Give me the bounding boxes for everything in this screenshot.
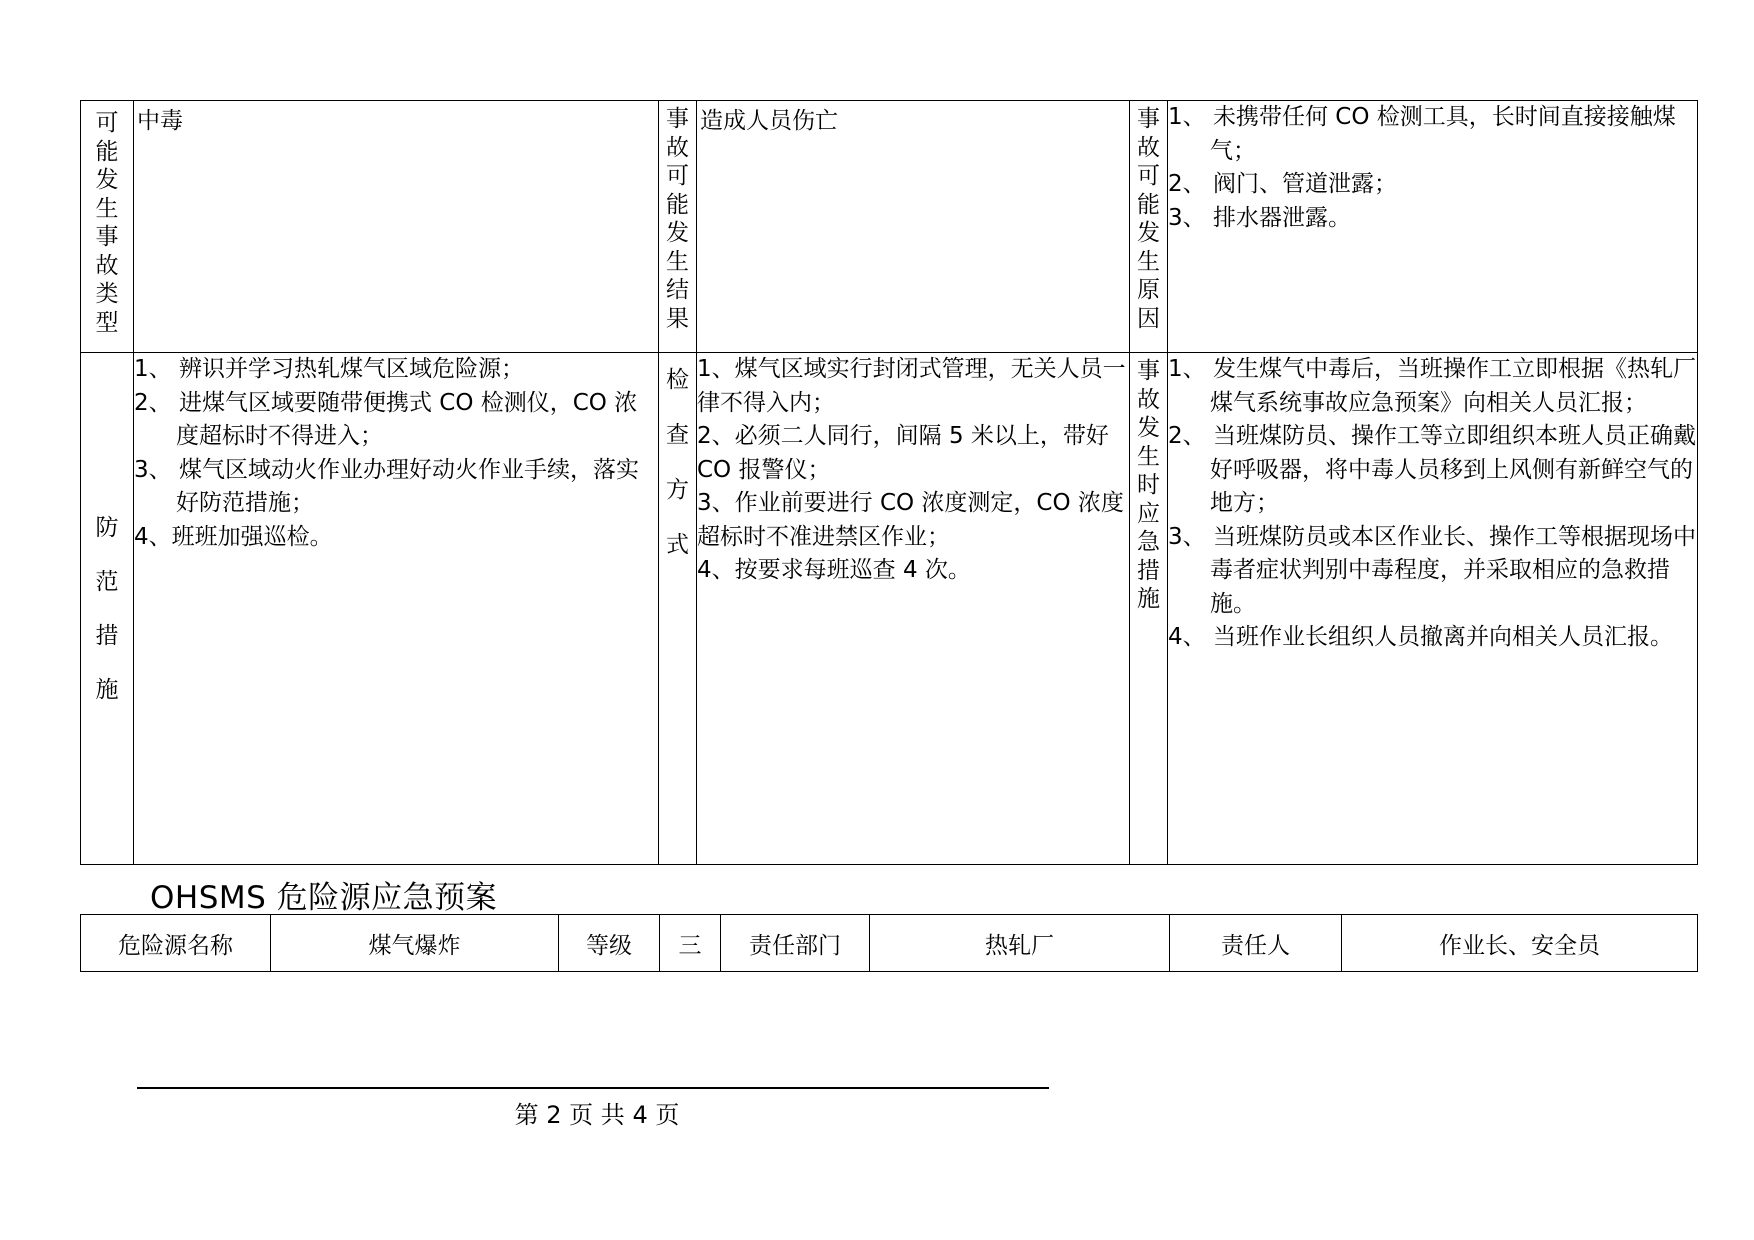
prevention-label-cell xyxy=(81,353,134,865)
list-item: 4、班班加强巡检。 xyxy=(134,523,333,550)
emergency-list xyxy=(1168,353,1697,655)
accident-type-label-cell xyxy=(81,101,134,353)
label-char: 类 xyxy=(95,281,119,307)
label-char: 生 xyxy=(1137,443,1160,470)
accident-result-label-cell xyxy=(659,101,697,353)
accident-cause-label-cell xyxy=(1130,101,1168,353)
label-char: 事 xyxy=(666,106,689,132)
inspection-label-cell xyxy=(659,353,697,865)
label-char: 发 xyxy=(95,167,119,193)
person-label: 责任人 xyxy=(1170,915,1342,972)
accident-result-label xyxy=(659,101,696,333)
list-item: 2、 阀门、管道泄露； xyxy=(1168,171,1397,197)
label-char: 果 xyxy=(666,305,689,332)
label-char: 应 xyxy=(1137,500,1160,527)
emergency-label xyxy=(1130,353,1167,614)
label-char: 急 xyxy=(1137,529,1160,555)
dept-label: 责任部门 xyxy=(721,915,870,972)
plan-title: OHSMS 危险源应急预案 xyxy=(150,880,498,916)
accident-type-label xyxy=(81,101,133,337)
inspection-list xyxy=(697,353,1129,588)
list-item: 4、 当班作业长组织人员撤离并向相关人员汇报。 xyxy=(1168,624,1673,650)
hazard-table xyxy=(80,100,1698,865)
dept-value: 热轧厂 xyxy=(870,915,1170,972)
label-char: 故 xyxy=(1137,386,1160,413)
label-char: 结 xyxy=(666,277,689,303)
label-char: 生 xyxy=(95,195,119,222)
label-char: 式 xyxy=(666,532,689,558)
hazard-info-table xyxy=(80,914,1698,972)
list-item: 4、按要求每班巡查 4 次。 xyxy=(697,557,971,583)
label-char: 施 xyxy=(95,676,119,703)
inspection-cell xyxy=(697,353,1130,865)
label-char: 故 xyxy=(1137,134,1160,161)
list-item: 1、 辨识并学习热轧煤气区域危险源； xyxy=(134,356,524,382)
label-char: 范 xyxy=(95,568,119,595)
accident-result-cell xyxy=(697,101,1130,353)
label-char: 可 xyxy=(1137,163,1160,189)
list-item: 2、必须二人同行，间隔 5 米以上，带好 CO 报警仪； xyxy=(697,423,1109,483)
label-char: 事 xyxy=(1137,358,1160,384)
label-char: 发 xyxy=(1137,220,1160,246)
label-char: 能 xyxy=(95,138,119,165)
list-item: 1、煤气区域实行封闭式管理，无关人员一律不得入内； xyxy=(697,356,1126,416)
label-char: 生 xyxy=(1137,248,1160,275)
prevention-cell xyxy=(134,353,659,865)
label-char: 时 xyxy=(1137,472,1160,498)
accident-cause-cell xyxy=(1168,101,1698,353)
prevention-label xyxy=(81,501,133,717)
label-char: 发 xyxy=(1137,415,1160,441)
label-char: 可 xyxy=(666,163,689,189)
list-item: 2、 进煤气区域要随带便携式 CO 检测仪，CO 浓度超标时不得进入； xyxy=(134,389,638,449)
label-char: 措 xyxy=(1137,557,1160,584)
label-char: 事 xyxy=(95,224,119,250)
person-value: 作业长、安全员 xyxy=(1342,915,1698,972)
label-char: 型 xyxy=(95,309,119,336)
emergency-cell xyxy=(1168,353,1698,865)
label-char: 发 xyxy=(666,220,689,246)
label-char: 防 xyxy=(95,514,119,541)
page-number: 第 2 页 共 4 页 xyxy=(514,1101,680,1129)
label-char: 因 xyxy=(1137,305,1160,332)
accident-cause-list xyxy=(1168,101,1697,235)
prevention-list xyxy=(134,353,658,554)
accident-type-cell xyxy=(134,101,659,353)
label-char: 方 xyxy=(666,477,689,503)
label-char: 查 xyxy=(666,422,689,448)
list-item: 3、作业前要进行 CO 浓度测定，CO 浓度超标时不准进禁区作业； xyxy=(697,490,1124,550)
list-item: 3、 当班煤防员或本区作业长、操作工等根据现场中毒者症状判别中毒程度，并采取相应的急救措施。 xyxy=(1168,523,1696,617)
grade-label: 等级 xyxy=(559,915,660,972)
hazard-name-value: 煤气爆炸 xyxy=(271,915,559,972)
list-item: 3、 排水器泄露。 xyxy=(1168,204,1351,231)
list-item: 1、 发生煤气中毒后，当班操作工立即根据《热轧厂煤气系统事故应急预案》向相关人员汇报； xyxy=(1168,356,1696,416)
footer-divider xyxy=(137,1087,1049,1089)
accident-cause-label xyxy=(1130,101,1167,333)
list-item: 2、 当班煤防员、操作工等立即组织本班人员正确戴好呼吸器，将中毒人员移到上风侧有新鲜空气的地方； xyxy=(1168,423,1696,516)
inspection-label xyxy=(659,353,696,573)
list-item: 3、 煤气区域动火作业办理好动火作业手续，落实好防范措施； xyxy=(134,456,639,516)
label-char: 生 xyxy=(666,248,689,275)
label-char: 事 xyxy=(1137,106,1160,132)
label-char: 可 xyxy=(95,110,119,136)
list-item: 1、 未携带任何 CO 检测工具，长时间直接接触煤气； xyxy=(1168,104,1676,164)
label-char: 能 xyxy=(1137,191,1160,218)
grade-value: 三 xyxy=(660,915,721,972)
emergency-label-cell xyxy=(1130,353,1168,865)
label-char: 施 xyxy=(1137,586,1160,612)
accident-type-value: 中毒 xyxy=(137,108,183,134)
label-char: 能 xyxy=(666,191,689,218)
label-char: 原 xyxy=(1137,277,1160,303)
hazard-name-label: 危险源名称 xyxy=(81,915,271,972)
label-char: 故 xyxy=(95,252,119,279)
label-char: 检 xyxy=(666,367,689,393)
accident-result-value: 造成人员伤亡 xyxy=(700,108,838,134)
label-char: 故 xyxy=(666,134,689,161)
label-char: 措 xyxy=(95,622,119,649)
